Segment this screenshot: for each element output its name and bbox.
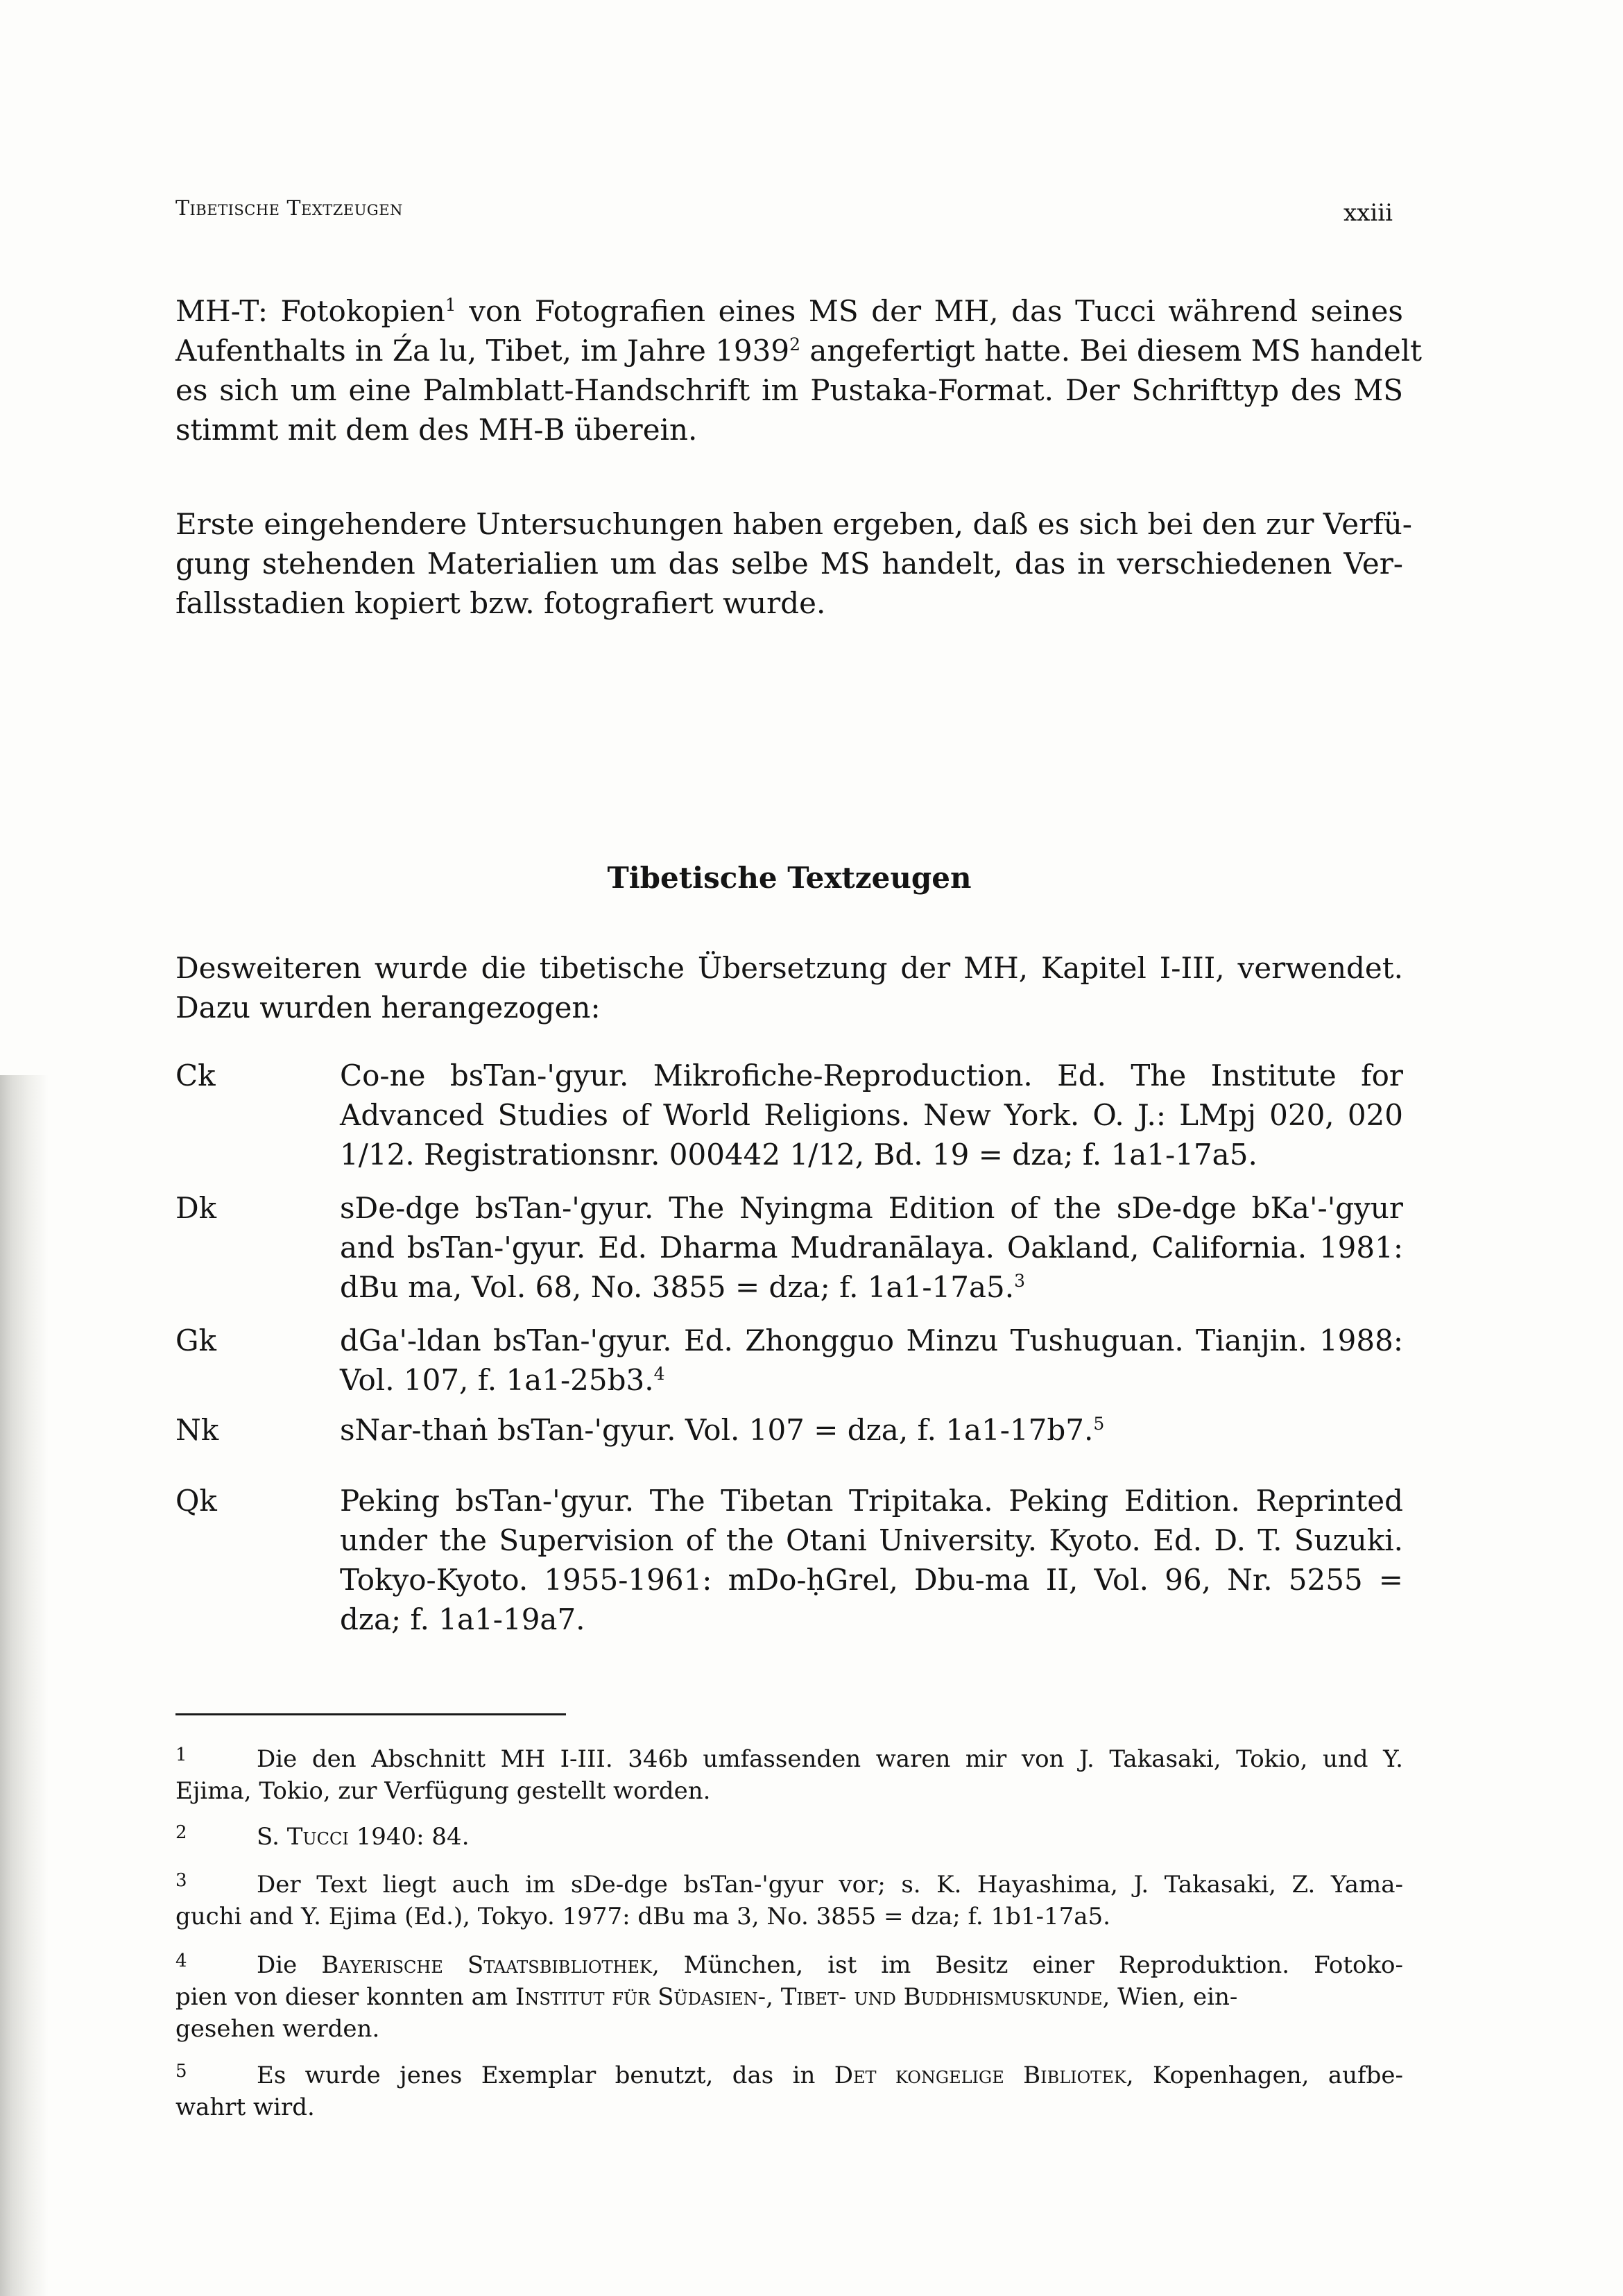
paragraph-erste — [175, 504, 1412, 623]
page-number: xxiii — [1343, 199, 1393, 227]
footnote-2 — [175, 1821, 1403, 1853]
text-line: 1/12. Registrationsnr. 000442 1/12, Bd. 19 = dza; f. 1a1-17a5. — [340, 1138, 1257, 1172]
text-line: Erste eingehendere Untersuchungen haben ergeben, daß es sich bei den zur Verfü- — [175, 507, 1412, 541]
footnote-separator — [175, 1713, 566, 1715]
text-line: under the Supervision of the Otani University. Kyoto. Ed. D. T. Suzuki. — [340, 1523, 1403, 1557]
text-line: Tokyo-Kyoto. 1955-1961: mDo-ḥGrel, Dbu-ma II, Vol. 96, Nr. 5255 = — [340, 1563, 1403, 1597]
text-line: Vol. 107, f. 1a1-25b3.$^4$ — [340, 1363, 665, 1397]
text-line: dza; f. 1a1-19a7. — [340, 1602, 585, 1636]
siglum-description — [340, 1056, 1403, 1174]
footnote-5 — [175, 2059, 1403, 2123]
footnote-ref[interactable]: 1 — [445, 295, 456, 315]
siglum: Dk — [175, 1191, 217, 1225]
text-line: dGa'-ldan bsTan-'gyur. Ed. Zhongguo Minzu Tushuguan. Tianjin. 1988: — [340, 1323, 1403, 1357]
text-line: gung stehenden Materialien um das selbe MS handelt, das in verschiedenen Ver- — [175, 547, 1403, 581]
text-line: Co-ne bsTan-'gyur. Mikrofiche-Reproduction. Ed. The Institute for — [340, 1059, 1403, 1093]
text-line: dBu ma, Vol. 68, No. 3855 = dza; f. 1a1-17a5.$^3$ — [340, 1270, 1025, 1304]
paragraph-intro — [175, 948, 1403, 1027]
siglum: Nk — [175, 1413, 219, 1447]
footnote-number: 4 — [175, 1951, 187, 1971]
footnote-number: 2 — [175, 1822, 187, 1843]
text-line: Aufenthalts in Źa lu, Tibet, im Jahre 1939$^2$ angefertigt hatte. Bei diesem MS handelt — [175, 334, 1423, 368]
siglum: Gk — [175, 1323, 217, 1357]
text-line: Desweiteren wurde die tibetische Übersetzung der MH, Kapitel I-III, verwendet. — [175, 951, 1403, 985]
section-heading: Tibetische Textzeugen — [607, 861, 972, 895]
text-line: MH-T: Fotokopien$^1$ von Fotografien eines MS der MH, das Tucci während seines — [175, 294, 1403, 328]
footnote-line: guchi and Y. Ejima (Ed.), Tokyo. 1977: dBu ma 3, No. 3855 = dza; f. 1b1-17a5. — [175, 1903, 1110, 1930]
text-line: Peking bsTan-'gyur. The Tibetan Tripitaka. Peking Edition. Reprinted — [340, 1484, 1403, 1518]
text-line: sDe-dge bsTan-'gyur. The Nyingma Edition of the sDe-dge bKa'-'gyur — [340, 1191, 1403, 1225]
running-title: Tibetische Textzeugen — [175, 196, 403, 221]
footnote-ref[interactable]: 2 — [789, 334, 800, 354]
footnote-line: gesehen werden. — [175, 2015, 380, 2043]
footnote-number: 3 — [175, 1870, 187, 1891]
text-line: Advanced Studies of World Religions. New York. O. J.: LMpj 020, 020 — [340, 1098, 1403, 1132]
text-line: stimmt mit dem des MH-B überein. — [175, 413, 698, 447]
siglum: Qk — [175, 1484, 217, 1518]
footnote-number: 1 — [175, 1745, 187, 1765]
spine-shadow — [0, 1075, 49, 2296]
footnote-line: pien von dieser konnten am Institut für Südasien-, Tibet- und Buddhismuskunde, Wien, ein- — [175, 1983, 1238, 2011]
footnote-3 — [175, 1869, 1403, 1933]
footnote-ref[interactable]: 3 — [1014, 1271, 1025, 1291]
text-line: fallsstadien kopiert bzw. fotografiert wurde. — [175, 586, 826, 620]
footnote-line: wahrt wird. — [175, 2093, 315, 2121]
text-line: Dazu wurden herangezogen: — [175, 991, 601, 1025]
footnote-ref[interactable]: 4 — [653, 1364, 665, 1384]
text-line: es sich um eine Palmblatt-Handschrift im Pustaka-Format. Der Schrifttyp des MS — [175, 373, 1403, 407]
text-line: sNar-thaṅ bsTan-'gyur. Vol. 107 = dza, f. 1a1-17b7.$^5$ — [340, 1413, 1105, 1447]
paragraph-mh-t — [175, 291, 1423, 449]
siglum-description — [340, 1481, 1403, 1639]
footnote-number: 5 — [175, 2061, 187, 2082]
footnote-line: Der Text liegt auch im sDe-dge bsTan-'gyur vor; s. K. Hayashima, J. Takasaki, Z. Yama- — [257, 1871, 1403, 1899]
footnote-line: Ejima, Tokio, zur Verfügung gestellt worden. — [175, 1777, 711, 1805]
footnote-4 — [175, 1949, 1403, 2045]
footnote-line: S. Tucci 1940: 84. — [257, 1823, 470, 1851]
siglum-description — [340, 1188, 1403, 1307]
footnote-line: Die Bayerische Staatsbibliothek, München, ist im Besitz einer Reproduktion. Fotoko- — [257, 1951, 1404, 1979]
siglum-description — [340, 1410, 1403, 1450]
siglum: Ck — [175, 1059, 216, 1093]
footnote-ref[interactable]: 5 — [1093, 1414, 1105, 1434]
footnote-1 — [175, 1743, 1403, 1807]
footnote-line: Die den Abschnitt MH I-III. 346b umfassenden waren mir von J. Takasaki, Tokio, und Y. — [257, 1745, 1403, 1773]
footnote-line: Es wurde jenes Exemplar benutzt, das in Det kongelige Bibliotek, Kopenhagen, aufbe- — [257, 2062, 1403, 2089]
siglum-description — [340, 1321, 1403, 1400]
text-line: and bsTan-'gyur. Ed. Dharma Mudranālaya. Oakland, California. 1981: — [340, 1231, 1403, 1265]
